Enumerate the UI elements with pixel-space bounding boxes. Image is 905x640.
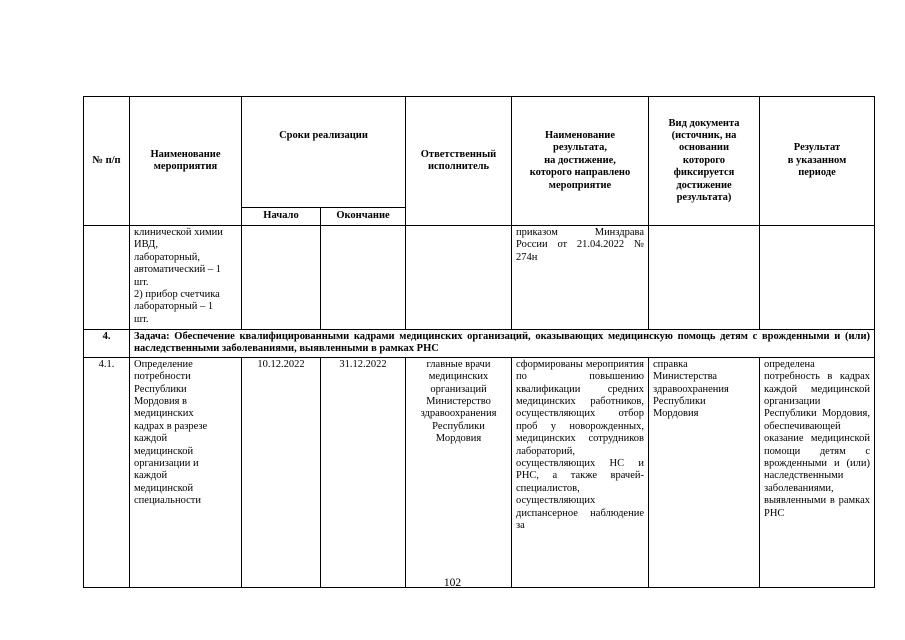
row-41-name: Определение потребности Республики Мордовия в медицинских кадрах в разрезе каждой медицинской организации и каждой медицинской специальности [130, 357, 242, 587]
row-cont-name: клинической химии ИВД, лабораторный, автоматический – 1 шт. 2) прибор счетчика лабораторный – 1 шт. [130, 226, 242, 330]
row-41-num: 4.1. [84, 357, 130, 587]
header-doc-type: Вид документа (источник, на основании которого фиксируется достижение результата) [649, 97, 760, 226]
header-result-name: Наименование результата, на достижение, которого направлено мероприятие [512, 97, 649, 226]
task-row [84, 330, 875, 358]
row-41-responsible: главные врачи медицинских организаций Министерство здравоохранения Республики Мордовия [406, 357, 512, 587]
task-num: 4. [84, 330, 130, 358]
activities-table [83, 96, 875, 588]
row-41-doc-type: справка Министерства здравоохранения Республики Мордовия [649, 357, 760, 587]
task-text: Задача: Обеспечение квалифицированными кадрами медицинских организаций, оказывающих медицинскую помощь детям с врожденными и (или) наследственными заболеваниями, выявленными в рамках РНС [130, 330, 875, 358]
header-start: Начало [242, 208, 321, 226]
header-responsible: Ответственный исполнитель [406, 97, 512, 226]
header-name: Наименование мероприятия [130, 97, 242, 226]
header-end: Окончание [321, 208, 406, 226]
table-row [84, 226, 875, 330]
row-41-result: определена потребность в кадрах каждой медицинской организации Республики Мордовия, обеспечивающей оказание медицинской помощи детям с врожденными и (или) наследственными заболеваниями, выявленными в рамках РНС [760, 357, 875, 587]
row-41-start: 10.12.2022 [242, 357, 321, 587]
header-num: № п/п [84, 97, 130, 226]
page-number: 102 [443, 577, 462, 589]
table-row [84, 357, 875, 587]
row-41-result-name: сформированы мероприятия по повышению квалификации средних медицинских работников, осуществляющих отбор проб у новорожденных, медицинских сотрудников лабораторий, осуществляющих НС и РНС, а также врачей-специалистов, осуществляющих диспансерное наблюдение за [512, 357, 649, 587]
header-result: Результат в указанном периоде [760, 97, 875, 226]
row-41-end: 31.12.2022 [321, 357, 406, 587]
header-row [84, 97, 875, 208]
header-terms: Сроки реализации [242, 97, 406, 208]
row-cont-result-name: приказом Минздрава России от 21.04.2022 № 274н [512, 226, 649, 330]
